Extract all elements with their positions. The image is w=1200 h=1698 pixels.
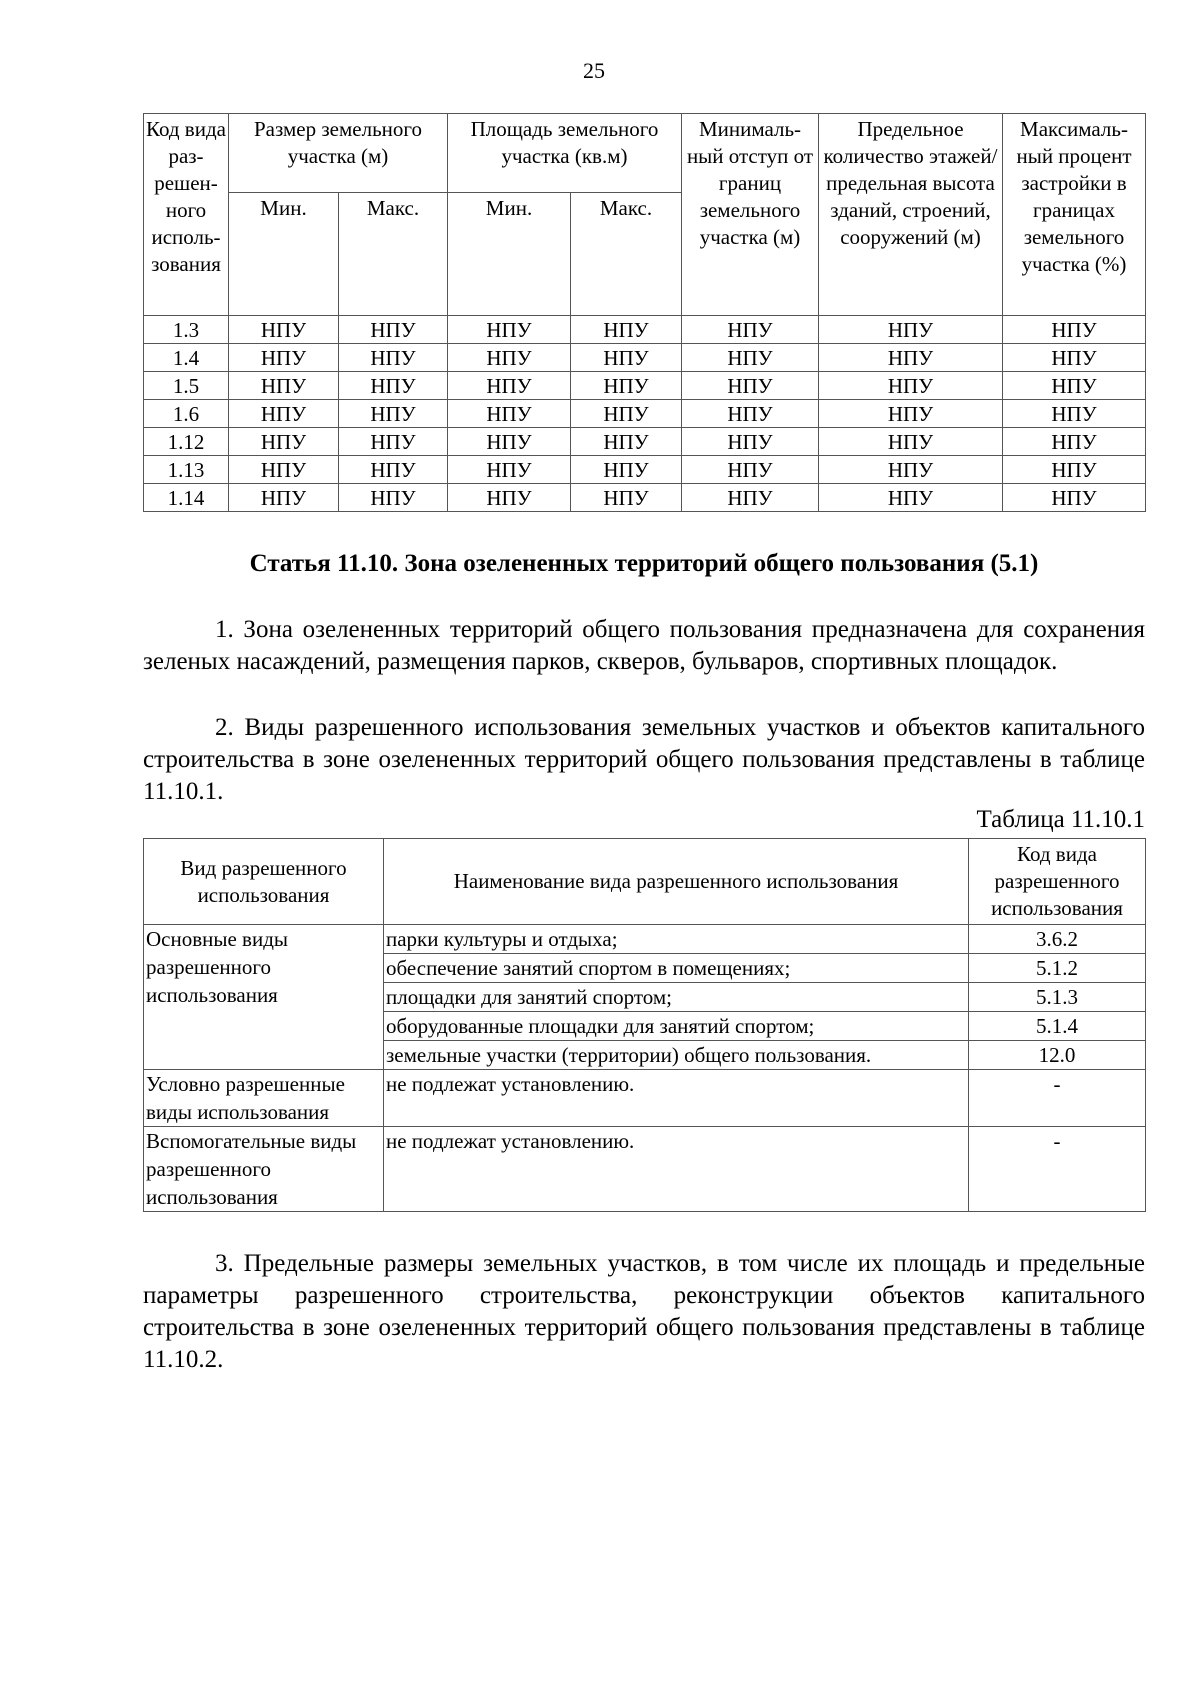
header-use-code: Код вида разрешенного использования — [969, 839, 1146, 925]
row-code: 1.3 — [144, 316, 229, 344]
header-use-type: Вид разрешенного использования — [144, 839, 384, 925]
row-code: 1.13 — [144, 456, 229, 484]
cell-value: НПУ — [1003, 484, 1146, 512]
cell-value: НПУ — [1003, 316, 1146, 344]
cell-value: НПУ — [1003, 372, 1146, 400]
cell-value: НПУ — [682, 428, 819, 456]
cell-value: НПУ — [339, 484, 448, 512]
table-row — [144, 372, 1146, 400]
header-setback: Минималь-ный отступ от границ земельного участка (м) — [682, 114, 819, 316]
cell-value: НПУ — [819, 428, 1003, 456]
header-area-max: Макс. — [571, 193, 682, 316]
cell-value: НПУ — [682, 456, 819, 484]
cell-value: НПУ — [339, 428, 448, 456]
header-use-name: Наименование вида разрешенного использования — [384, 839, 969, 925]
permitted-use-table — [143, 838, 1146, 1212]
header-size-max: Макс. — [339, 193, 448, 316]
row-code: 1.5 — [144, 372, 229, 400]
cell-value: НПУ — [571, 456, 682, 484]
use-name: оборудованные площадки для занятий спортом; — [384, 1012, 969, 1041]
cell-value: НПУ — [1003, 344, 1146, 372]
cell-value: НПУ — [571, 344, 682, 372]
table-row — [144, 1127, 1146, 1212]
header-floors: Предельное количество этажей/ предельная высота зданий, строений, сооружений (м) — [819, 114, 1003, 316]
cell-value: НПУ — [339, 344, 448, 372]
conditional-uses-label: Условно разрешенные виды использования — [144, 1070, 384, 1127]
cell-value: НПУ — [448, 400, 571, 428]
cell-value: НПУ — [339, 400, 448, 428]
header-plot-area: Площадь земельного участка (кв.м) — [448, 114, 682, 193]
parameters-table — [143, 113, 1146, 512]
cell-value: НПУ — [819, 316, 1003, 344]
cell-value: НПУ — [1003, 456, 1146, 484]
table-caption: Таблица 11.10.1 — [976, 806, 1145, 833]
cell-value: НПУ — [819, 344, 1003, 372]
use-name: обеспечение занятий спортом в помещениях; — [384, 954, 969, 983]
table-row — [144, 456, 1146, 484]
table-row — [144, 484, 1146, 512]
page-number: 25 — [583, 58, 605, 83]
cell-value: НПУ — [448, 484, 571, 512]
header-plot-size: Размер земельного участка (м) — [229, 114, 448, 193]
use-code: - — [969, 1127, 1146, 1212]
cell-value: НПУ — [819, 456, 1003, 484]
header-coverage: Максималь-ный процент застройки в границах земельного участка (%) — [1003, 114, 1146, 316]
table-row — [144, 344, 1146, 372]
table-row — [144, 428, 1146, 456]
table-row — [144, 1070, 1146, 1127]
cell-value: НПУ — [229, 456, 339, 484]
table-row — [144, 925, 1146, 954]
cell-value: НПУ — [229, 400, 339, 428]
table-row — [144, 316, 1146, 344]
article-title: Статья 11.10. Зона озелененных территорий общего пользования (5.1) — [249, 550, 1039, 577]
cell-value: НПУ — [682, 484, 819, 512]
header-size-min: Мин. — [229, 193, 339, 316]
use-code: 3.6.2 — [969, 925, 1146, 954]
use-code: - — [969, 1070, 1146, 1127]
row-code: 1.6 — [144, 400, 229, 428]
cell-value: НПУ — [448, 344, 571, 372]
cell-value: НПУ — [682, 400, 819, 428]
use-name: площадки для занятий спортом; — [384, 983, 969, 1012]
cell-value: НПУ — [682, 316, 819, 344]
table-row — [144, 400, 1146, 428]
cell-value: НПУ — [571, 372, 682, 400]
cell-value: НПУ — [339, 372, 448, 400]
cell-value: НПУ — [571, 484, 682, 512]
cell-value: НПУ — [339, 456, 448, 484]
auxiliary-uses-label: Вспомогательные виды разрешенного использования — [144, 1127, 384, 1212]
header-area-min: Мин. — [448, 193, 571, 316]
cell-value: НПУ — [229, 372, 339, 400]
use-name: земельные участки (территории) общего пользования. — [384, 1041, 969, 1070]
main-uses-label: Основные виды разрешенного использования — [144, 925, 384, 1070]
cell-value: НПУ — [448, 372, 571, 400]
cell-value: НПУ — [571, 316, 682, 344]
use-code: 5.1.4 — [969, 1012, 1146, 1041]
row-code: 1.4 — [144, 344, 229, 372]
cell-value: НПУ — [1003, 428, 1146, 456]
use-name: не подлежат установлению. — [384, 1127, 969, 1212]
cell-value: НПУ — [819, 484, 1003, 512]
header-code: Код вида раз-решен-ного исполь-зования — [144, 114, 229, 316]
cell-value: НПУ — [571, 428, 682, 456]
cell-value: НПУ — [819, 400, 1003, 428]
use-code: 12.0 — [969, 1041, 1146, 1070]
cell-value: НПУ — [682, 344, 819, 372]
cell-value: НПУ — [682, 372, 819, 400]
paragraph-3: 3. Предельные размеры земельных участков, в том числе их площадь и предельные параметры разрешенного строительства, реконструкции объектов капитального строительства в зоне озелененных территорий общего пользования представлены в таблице 11.10.2. — [143, 1250, 1145, 1373]
cell-value: НПУ — [339, 316, 448, 344]
cell-value: НПУ — [1003, 400, 1146, 428]
paragraph-1: 1. Зона озелененных территорий общего пользования предназначена для сохранения зеленых насаждений, размещения парков, скверов, бульваров, спортивных площадок. — [143, 616, 1145, 675]
cell-value: НПУ — [229, 428, 339, 456]
cell-value: НПУ — [448, 316, 571, 344]
cell-value: НПУ — [229, 316, 339, 344]
cell-value: НПУ — [229, 344, 339, 372]
row-code: 1.14 — [144, 484, 229, 512]
cell-value: НПУ — [819, 372, 1003, 400]
use-name: парки культуры и отдыха; — [384, 925, 969, 954]
use-name: не подлежат установлению. — [384, 1070, 969, 1127]
use-code: 5.1.2 — [969, 954, 1146, 983]
cell-value: НПУ — [448, 456, 571, 484]
use-code: 5.1.3 — [969, 983, 1146, 1012]
cell-value: НПУ — [229, 484, 339, 512]
paragraph-2: 2. Виды разрешенного использования земельных участков и объектов капитального строительства в зоне озелененных территорий общего пользования представлены в таблице 11.10.1. — [143, 714, 1145, 805]
row-code: 1.12 — [144, 428, 229, 456]
cell-value: НПУ — [448, 428, 571, 456]
cell-value: НПУ — [571, 400, 682, 428]
